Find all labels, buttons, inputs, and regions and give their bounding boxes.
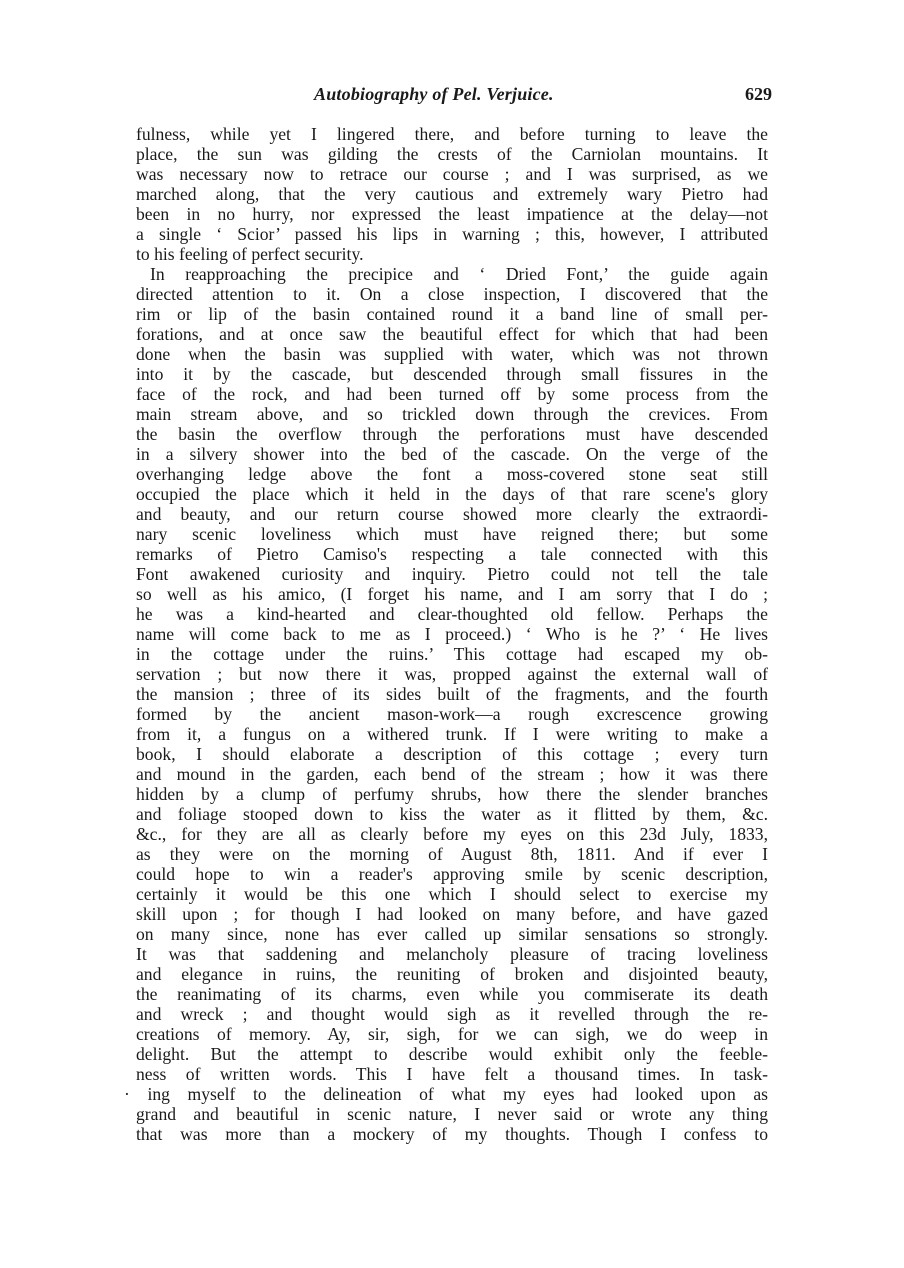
text-line: It was that saddening and melancholy pleasure of tracing loveliness bbox=[136, 944, 768, 964]
text-line: and wreck ; and thought would sigh as it revelled through the re- bbox=[136, 1004, 768, 1024]
text-line: In reapproaching the precipice and ‘ Dried Font,’ the guide again bbox=[150, 264, 768, 284]
text-line: · ing myself to the delineation of what my eyes had looked upon as bbox=[124, 1084, 768, 1104]
text-line: in the cottage under the ruins.’ This cottage had escaped my ob- bbox=[136, 644, 768, 664]
text-line: and mound in the garden, each bend of the stream ; how it was there bbox=[136, 764, 768, 784]
text-line: Font awakened curiosity and inquiry. Pietro could not tell the tale bbox=[136, 564, 768, 584]
text-line: grand and beautiful in scenic nature, I never said or wrote any thing bbox=[136, 1104, 768, 1124]
text-line: the basin the overflow through the perforations must have descended bbox=[136, 424, 768, 444]
text-line: from it, a fungus on a withered trunk. If I were writing to make a bbox=[136, 724, 768, 744]
text-line: and beauty, and our return course showed more clearly the extraordi- bbox=[136, 504, 768, 524]
text-line: as they were on the morning of August 8th, 1811. And if ever I bbox=[136, 844, 768, 864]
text-line: into it by the cascade, but descended through small fissures in the bbox=[136, 364, 768, 384]
text-line: main stream above, and so trickled down through the crevices. From bbox=[136, 404, 768, 424]
text-line: occupied the place which it held in the days of that rare scene's glory bbox=[136, 484, 768, 504]
text-line: remarks of Pietro Camiso's respecting a tale connected with this bbox=[136, 544, 768, 564]
text-line: in a silvery shower into the bed of the cascade. On the verge of the bbox=[136, 444, 768, 464]
text-line: done when the basin was supplied with water, which was not thrown bbox=[136, 344, 768, 364]
text-line: hidden by a clump of perfumy shrubs, how there the slender branches bbox=[136, 784, 768, 804]
text-line: the mansion ; three of its sides built of the fragments, and the fourth bbox=[136, 684, 768, 704]
text-line: book, I should elaborate a description of this cottage ; every turn bbox=[136, 744, 768, 764]
text-line: directed attention to it. On a close inspection, I discovered that the bbox=[136, 284, 768, 304]
text-line: certainly it would be this one which I should select to exercise my bbox=[136, 884, 768, 904]
text-line: creations of memory. Ay, sir, sigh, for we can sigh, we do weep in bbox=[136, 1024, 768, 1044]
text-line: servation ; but now there it was, propped against the external wall of bbox=[136, 664, 768, 684]
text-line: nary scenic loveliness which must have reigned there; but some bbox=[136, 524, 768, 544]
text-line: on many since, none has ever called up similar sensations so strongly. bbox=[136, 924, 768, 944]
text-line: could hope to win a reader's approving smile by scenic description, bbox=[136, 864, 768, 884]
text-line: &c., for they are all as clearly before my eyes on this 23d July, 1833, bbox=[136, 824, 768, 844]
body-text bbox=[124, 124, 768, 1144]
text-line: that was more than a mockery of my thoughts. Though I confess to bbox=[136, 1124, 768, 1144]
text-line: rim or lip of the basin contained round it a band line of small per- bbox=[136, 304, 768, 324]
text-line: so well as his amico, (I forget his name, and I am sorry that I do ; bbox=[136, 584, 768, 604]
text-line: skill upon ; for though I had looked on many before, and have gazed bbox=[136, 904, 768, 924]
text-line: ness of written words. This I have felt a thousand times. In task- bbox=[136, 1064, 768, 1084]
book-page bbox=[124, 84, 772, 1144]
text-line: fulness, while yet I lingered there, and before turning to leave the bbox=[136, 124, 768, 144]
page-number: 629 bbox=[745, 84, 772, 104]
text-line: been in no hurry, nor expressed the least impatience at the delay—not bbox=[136, 204, 768, 224]
text-line: and elegance in ruins, the reuniting of broken and disjointed beauty, bbox=[136, 964, 768, 984]
running-title: Autobiography of Pel. Verjuice. bbox=[314, 84, 554, 104]
text-line: and foliage stooped down to kiss the water as it flitted by them, &c. bbox=[136, 804, 768, 824]
text-line: place, the sun was gilding the crests of the Carniolan mountains. It bbox=[136, 144, 768, 164]
text-line: a single ‘ Scior’ passed his lips in warning ; this, however, I attributed bbox=[136, 224, 768, 244]
text-line: to his feeling of perfect security. bbox=[136, 244, 364, 264]
text-line: delight. But the attempt to describe would exhibit only the feeble- bbox=[136, 1044, 768, 1064]
text-line: was necessary now to retrace our course ; and I was surprised, as we bbox=[136, 164, 768, 184]
text-line: forations, and at once saw the beautiful effect for which that had been bbox=[136, 324, 768, 344]
text-line: formed by the ancient mason-work—a rough excrescence growing bbox=[136, 704, 768, 724]
text-line: face of the rock, and had been turned off by some process from the bbox=[136, 384, 768, 404]
text-line: marched along, that the very cautious and extremely wary Pietro had bbox=[136, 184, 768, 204]
text-line: name will come back to me as I proceed.) ‘ Who is he ?’ ‘ He lives bbox=[136, 624, 768, 644]
text-line: the reanimating of its charms, even while you commiserate its death bbox=[136, 984, 768, 1004]
page-header bbox=[136, 84, 772, 110]
text-line: he was a kind-hearted and clear-thoughted old fellow. Perhaps the bbox=[136, 604, 768, 624]
text-line: overhanging ledge above the font a moss-covered stone seat still bbox=[136, 464, 768, 484]
